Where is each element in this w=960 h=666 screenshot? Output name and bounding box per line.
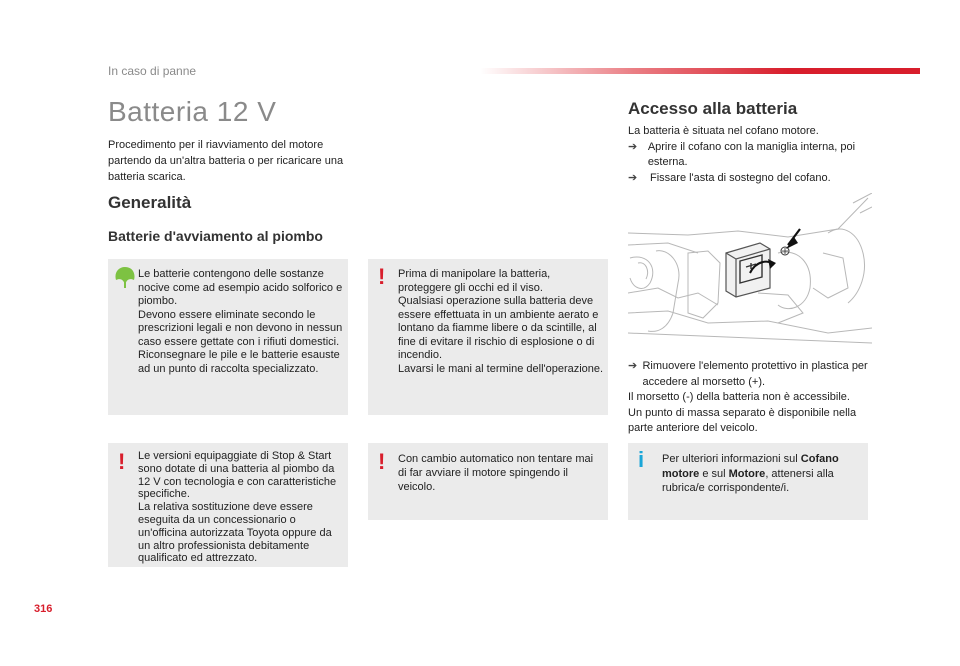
list-item: ➔ Fissare l'asta di sostegno del cofano. — [628, 171, 873, 187]
heading-batterie-piombo: Batterie d'avviamento al piombo — [108, 228, 323, 244]
access-paragraph-negative: Il morsetto (-) della batteria non è accessibile. — [628, 391, 850, 403]
list-item: ➔ Aprire il cofano con la maniglia interna, poi esterna. — [628, 140, 873, 171]
access-paragraph-ground: Un punto di massa separato è disponibile nella parte anteriore del veicolo. — [628, 406, 857, 434]
access-instructions-top — [628, 124, 873, 186]
warning-icon: ! — [378, 449, 386, 474]
access-instructions-bottom — [628, 359, 873, 437]
section-header: In caso di panne — [108, 64, 197, 78]
access-paragraph-location: La batteria è situata nel cofano motore. — [628, 125, 819, 137]
warning-icon: ! — [378, 264, 386, 289]
warning-note-text-2: Le versioni equipaggiate di Stop & Start sono dotate di una batteria al piombo da 12 V con tecnologia e con caratteristiche specifiche. La relativa sostituzione deve essere eseguita da un concessionario o un'officina autorizzata Toyota oppure da un altro professionista debitamente qualificato ed attrezzato. — [138, 450, 337, 565]
warning-icon: ! — [118, 449, 126, 474]
bullet-glyph-icon: ➔ — [628, 140, 638, 153]
info-icon: i — [638, 447, 645, 472]
warning-note-box-3 — [368, 443, 608, 520]
bullet-glyph-icon: ➔ — [628, 360, 638, 372]
warning-note-text-3: Con cambio automatico non tentare mai di far avviare il motore spingendo il veicolo. — [398, 453, 594, 493]
intro-text: Procedimento per il riavviamento del motore partendo da un'altra batteria o per ricaricare una batteria scarica. — [108, 139, 344, 183]
info-note-box — [628, 443, 868, 520]
info-note-text: Per ulteriori informazioni sul Cofano motore e sul Motore, attenersi alla rubrica/e corrispondente/i. — [662, 453, 839, 494]
eco-icon — [112, 265, 138, 289]
warning-note-text-1: Prima di manipolare la batteria, proteggere gli occhi ed il viso. Qualsiasi operazione sulla batteria deve essere effettuata in un ambiente aerato e lontano da fiamme libere o da scintille, al fine di evitare il rischio di esplosione o di incendio. Lavarsi le mani al termine dell'operazione. — [398, 268, 604, 375]
bullet-glyph-icon: ➔ — [628, 171, 638, 184]
list-item: ➔ Rimuovere l'elemento protettivo in plastica per accedere al morsetto (+). — [628, 359, 873, 390]
heading-generalita: Generalità — [108, 193, 192, 212]
page-number: 316 — [34, 603, 53, 615]
warning-note-box-1 — [368, 259, 608, 415]
page-title: Batteria 12 V — [108, 96, 277, 127]
battery-illustration — [628, 193, 872, 355]
heading-accesso-batteria: Accesso alla batteria — [628, 99, 798, 118]
header-accent-bar — [480, 68, 920, 74]
eco-note-text: Le batterie contengono delle sostanze nocive come ad esempio acido solforico e piombo. Devono essere eliminate secondo le prescrizioni legali e non devono in nessun caso essere gettate con i rifiuti domestici. Riconsegnare le pile e le batterie esauste ad un punto di raccolta specializzato. — [138, 268, 343, 375]
warning-note-box-2 — [108, 443, 348, 567]
eco-note-box — [108, 259, 348, 415]
